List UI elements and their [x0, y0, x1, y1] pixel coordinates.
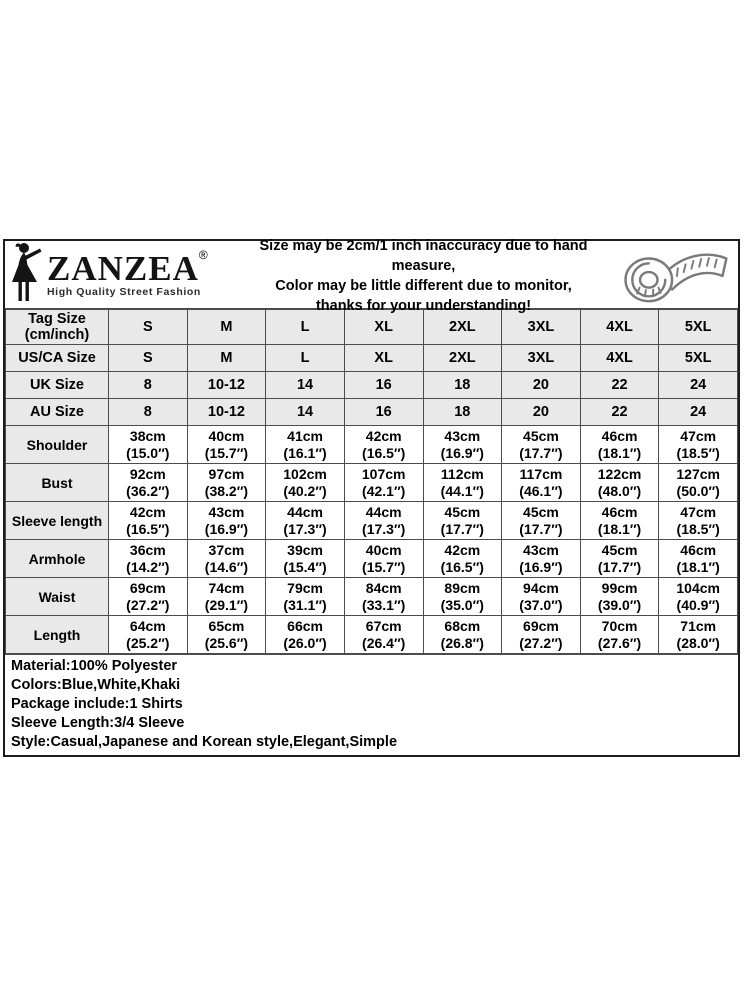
product-info	[5, 654, 738, 755]
size-cell: 14	[266, 372, 345, 399]
product-info-line: Sleeve Length:3/4 Sleeve	[11, 715, 185, 731]
measurement-cell: 45cm (17.7″)	[502, 426, 581, 464]
row-label: UK Size	[6, 372, 109, 399]
size-cell: 4XL	[580, 345, 659, 372]
measurement-cell: 65cm (25.6″)	[187, 616, 266, 654]
row-label: AU Size	[6, 399, 109, 426]
size-cell: 16	[344, 399, 423, 426]
measurement-cell: 71cm (28.0″)	[659, 616, 738, 654]
measurement-cell: 112cm (44.1″)	[423, 464, 502, 502]
measurement-cell: 97cm (38.2″)	[187, 464, 266, 502]
size-cell: L	[266, 345, 345, 372]
size-cell: 10-12	[187, 372, 266, 399]
measurement-cell: 44cm (17.3″)	[344, 502, 423, 540]
measurement-cell: 45cm (17.7″)	[502, 502, 581, 540]
measurement-cell: 41cm (16.1″)	[266, 426, 345, 464]
size-cell: 14	[266, 399, 345, 426]
measurement-cell: 37cm (14.6″)	[187, 540, 266, 578]
size-cell: 5XL	[659, 310, 738, 345]
measurement-cell: 67cm (26.4″)	[344, 616, 423, 654]
measurement-cell: 47cm (18.5″)	[659, 502, 738, 540]
size-cell: 24	[659, 399, 738, 426]
row-label: Sleeve length	[6, 502, 109, 540]
product-info-line: Package include:1 Shirts	[11, 696, 183, 712]
measurement-cell: 89cm (35.0″)	[423, 578, 502, 616]
size-cell: 3XL	[502, 310, 581, 345]
measurement-cell: 39cm (15.4″)	[266, 540, 345, 578]
measurement-cell: 94cm (37.0″)	[502, 578, 581, 616]
measurement-cell: 69cm (27.2″)	[502, 616, 581, 654]
measurement-row	[6, 616, 738, 654]
measurement-cell: 40cm (15.7″)	[187, 426, 266, 464]
row-label: Length	[6, 616, 109, 654]
size-cell: S	[109, 345, 188, 372]
measurement-cell: 74cm (29.1″)	[187, 578, 266, 616]
size-cell: 24	[659, 372, 738, 399]
size-cell: 5XL	[659, 345, 738, 372]
size-row	[6, 345, 738, 372]
row-label: Shoulder	[6, 426, 109, 464]
measurement-cell: 42cm (16.5″)	[423, 540, 502, 578]
size-cell: 16	[344, 372, 423, 399]
measurement-cell: 46cm (18.1″)	[580, 426, 659, 464]
measurement-cell: 79cm (31.1″)	[266, 578, 345, 616]
woman-silhouette-icon	[11, 241, 45, 308]
product-info-line: Material:100% Polyester	[11, 658, 178, 674]
measurement-cell: 107cm (42.1″)	[344, 464, 423, 502]
registered-mark: ®	[198, 248, 208, 263]
size-cell: 18	[423, 399, 502, 426]
size-cell: 8	[109, 372, 188, 399]
measuring-tape-icon	[610, 243, 738, 307]
size-disclaimer	[237, 234, 610, 316]
size-cell: 20	[502, 372, 581, 399]
measurement-cell: 42cm (16.5″)	[109, 502, 188, 540]
row-label: Armhole	[6, 540, 109, 578]
size-cell: XL	[344, 310, 423, 345]
measurement-cell: 45cm (17.7″)	[580, 540, 659, 578]
measurement-cell: 104cm (40.9″)	[659, 578, 738, 616]
measurement-cell: 36cm (14.2″)	[109, 540, 188, 578]
chart-header	[5, 237, 738, 314]
size-cell: 3XL	[502, 345, 581, 372]
measurement-cell: 66cm (26.0″)	[266, 616, 345, 654]
measurement-row	[6, 464, 738, 502]
product-info-line: Style:Casual,Japanese and Korean style,Elegant,Simple	[11, 734, 398, 750]
measurement-cell: 64cm (25.2″)	[109, 616, 188, 654]
size-row	[6, 372, 738, 399]
measurement-cell: 102cm (40.2″)	[266, 464, 345, 502]
row-label: Bust	[6, 464, 109, 502]
disclaimer-line: Color may be little different due to monitor,	[275, 277, 572, 294]
measurement-cell: 38cm (15.0″)	[109, 426, 188, 464]
measurement-cell: 44cm (17.3″)	[266, 502, 345, 540]
zanzea-logo	[5, 241, 237, 308]
measurement-cell: 43cm (16.9″)	[502, 540, 581, 578]
measurement-cell: 42cm (16.5″)	[344, 426, 423, 464]
size-cell: 4XL	[580, 310, 659, 345]
disclaimer-line: Size may be 2cm/1 inch inaccuracy due to hand measure,	[259, 237, 588, 274]
measurement-cell: 68cm (26.8″)	[423, 616, 502, 654]
size-cell: XL	[344, 345, 423, 372]
size-cell: M	[187, 345, 266, 372]
disclaimer-line: thanks for your understanding!	[315, 297, 532, 314]
measurement-cell: 92cm (36.2″)	[109, 464, 188, 502]
brand-wordmark: ZANZEA	[47, 249, 199, 289]
measurement-cell: 70cm (27.6″)	[580, 616, 659, 654]
size-cell: 22	[580, 372, 659, 399]
measurement-cell: 117cm (46.1″)	[502, 464, 581, 502]
brand-tagline: High Quality Street Fashion	[47, 286, 201, 299]
measurement-cell: 84cm (33.1″)	[344, 578, 423, 616]
measurement-cell: 122cm (48.0″)	[580, 464, 659, 502]
measurement-cell: 99cm (39.0″)	[580, 578, 659, 616]
measurement-cell: 127cm (50.0″)	[659, 464, 738, 502]
size-cell: 2XL	[423, 310, 502, 345]
measurement-cell: 47cm (18.5″)	[659, 426, 738, 464]
measurement-row	[6, 426, 738, 464]
size-cell: 2XL	[423, 345, 502, 372]
row-label: Waist	[6, 578, 109, 616]
size-cell: 8	[109, 399, 188, 426]
product-info-line: Colors:Blue,White,Khaki	[11, 677, 181, 693]
measurement-row	[6, 540, 738, 578]
measurement-row	[6, 502, 738, 540]
measurement-cell: 46cm (18.1″)	[580, 502, 659, 540]
measurement-cell: 69cm (27.2″)	[109, 578, 188, 616]
size-cell: 10-12	[187, 399, 266, 426]
size-chart-panel	[3, 239, 740, 757]
size-cell: 22	[580, 399, 659, 426]
size-cell: L	[266, 310, 345, 345]
corner-cell: Tag Size (cm/inch)	[6, 310, 109, 345]
measurement-cell: 45cm (17.7″)	[423, 502, 502, 540]
measurement-cell: 43cm (16.9″)	[187, 502, 266, 540]
size-row	[6, 399, 738, 426]
row-label: US/CA Size	[6, 345, 109, 372]
measurement-cell: 40cm (15.7″)	[344, 540, 423, 578]
size-table	[5, 309, 738, 654]
size-cell: M	[187, 310, 266, 345]
measurement-cell: 43cm (16.9″)	[423, 426, 502, 464]
size-cell: 20	[502, 399, 581, 426]
measurement-cell: 46cm (18.1″)	[659, 540, 738, 578]
size-cell: 18	[423, 372, 502, 399]
measurement-row	[6, 578, 738, 616]
size-cell: S	[109, 310, 188, 345]
